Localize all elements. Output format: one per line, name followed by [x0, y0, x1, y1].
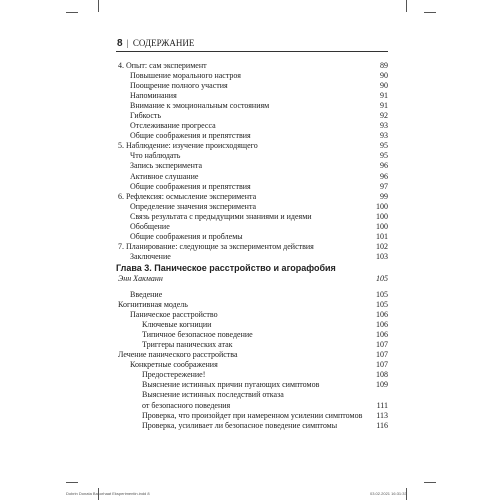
toc-entry-page: 106 — [376, 310, 388, 320]
toc-entry-page: 95 — [380, 141, 388, 151]
toc-entry — [116, 300, 388, 310]
toc-entry-title: Отслеживание прогресса — [130, 121, 216, 131]
toc-entry-title: Предостережение! — [142, 370, 206, 380]
toc-entry — [116, 121, 388, 131]
toc-entry — [116, 421, 388, 431]
crop-mark — [424, 12, 436, 13]
toc-entry-page: 102 — [376, 241, 388, 251]
toc-entry — [116, 380, 388, 390]
toc-entry-page: 107 — [376, 360, 388, 370]
toc-entry-title: Связь результата с предыдущими знаниями и идеями — [130, 211, 312, 221]
toc-entry-page: 100 — [376, 221, 388, 231]
toc-entry-title: Заключение — [130, 251, 171, 261]
crop-mark — [66, 482, 78, 483]
toc-entry-title: Внимание к эмоциональным состояниям — [130, 101, 270, 111]
toc-entry-page: 90 — [380, 81, 388, 91]
toc-entry-page: 101 — [376, 231, 388, 241]
toc-entry — [116, 401, 388, 411]
toc-entry — [116, 202, 388, 212]
toc-entry — [116, 242, 388, 252]
toc-entry-page: 99 — [380, 191, 388, 201]
toc-entry — [116, 360, 388, 370]
toc-entry-title: Введение — [130, 289, 163, 299]
toc-entry-page: 105 — [376, 289, 388, 299]
toc-entry-page: 109 — [376, 380, 388, 390]
toc-entry — [116, 111, 388, 121]
toc-entry — [116, 131, 388, 141]
crop-mark — [98, 0, 99, 12]
toc-entry-page: 111 — [376, 400, 388, 410]
toc-entry-title: 6. Рефлексия: осмысление эксперимента — [118, 191, 257, 201]
toc-entry — [116, 232, 388, 242]
toc-entry — [116, 172, 388, 182]
toc-entry-page: 91 — [380, 91, 388, 101]
toc-entry — [116, 390, 388, 400]
toc-entry — [116, 61, 388, 71]
toc-entry-page: 108 — [376, 370, 388, 380]
toc-entry-page: 92 — [380, 111, 388, 121]
toc-entry-page: 105 — [376, 300, 388, 310]
toc-entry-title: Проверка, что произойдет при намеренном усилении симптомов — [142, 410, 363, 420]
toc-entry — [116, 141, 388, 151]
toc-entry-page: 105 — [376, 273, 388, 283]
toc-entry-title: Активное слушание — [130, 171, 199, 181]
toc-entry-title: Общие соображения и проблемы — [130, 231, 243, 241]
toc-entry-page: 107 — [376, 340, 388, 350]
crop-mark — [424, 482, 436, 483]
toc-entry-title: Что наблюдать — [130, 151, 181, 161]
toc-entry-title: Выяснение истинных последствий отказа — [142, 390, 284, 400]
toc-entry-title: Типичное безопасное поведение — [142, 330, 253, 340]
toc-entry-page: 96 — [380, 171, 388, 181]
toc-entry-page: 93 — [380, 131, 388, 141]
toc-entry — [116, 340, 388, 350]
toc-entry — [116, 411, 388, 421]
toc-entry — [116, 310, 388, 320]
toc-entry-title: Лечение панического расстройства — [118, 350, 238, 360]
print-slug-left: Dobrin Donata Bakorhaat Eksperimentin.indd 8 — [66, 491, 150, 496]
toc-entry — [116, 252, 388, 262]
toc-entry-title: Определение значения эксперимента — [130, 201, 257, 211]
toc-entry — [116, 370, 388, 380]
toc-entry-title: Гибкость — [130, 111, 162, 121]
toc-entry-page: 93 — [380, 121, 388, 131]
toc-entry-title: 4. Опыт: сам эксперимент — [118, 61, 207, 70]
toc-entry-page: 100 — [376, 211, 388, 221]
toc-entry-title: от безопасного поведения — [142, 400, 231, 410]
toc-entry-page: 106 — [376, 320, 388, 330]
toc-entry-title: Общие соображения и препятствия — [130, 131, 251, 141]
toc-entry-title: Обобщение — [130, 221, 170, 231]
toc-entry — [116, 161, 388, 171]
crop-mark — [406, 0, 407, 12]
toc-entry — [116, 212, 388, 222]
toc-entry-page: 106 — [376, 330, 388, 340]
toc-entry — [116, 192, 388, 202]
crop-mark — [66, 12, 78, 13]
section-title: СОДЕРЖАНИЕ — [132, 38, 195, 48]
table-of-contents — [116, 61, 388, 431]
toc-entry-title: Конкретные соображения — [130, 360, 218, 370]
toc-entry — [116, 350, 388, 360]
toc-entry-title: Ключевые когниции — [142, 320, 212, 330]
header-rule — [116, 51, 388, 52]
print-slug-right: 03.02.2021 16:31:33 — [370, 491, 407, 496]
toc-entry — [116, 81, 388, 91]
toc-entry-page: 91 — [380, 101, 388, 111]
toc-entry-title: Проверка, усиливает ли безопасное поведение симптомы — [142, 420, 338, 430]
toc-entry-page: 90 — [380, 71, 388, 81]
toc-entry-title: Глава 3. Паническое расстройство и агорафобия — [116, 262, 336, 273]
toc-entry-page: 89 — [380, 61, 388, 70]
toc-entry-title: Общие соображения и препятствия — [130, 181, 251, 191]
page-number: 8 — [117, 38, 123, 49]
toc-entry — [116, 330, 388, 340]
chapter-heading — [116, 262, 388, 274]
running-header — [117, 38, 194, 49]
header-separator: | — [126, 38, 129, 48]
toc-entry-page: 107 — [376, 350, 388, 360]
toc-entry-page: 97 — [380, 181, 388, 191]
toc-entry-title: Паническое расстройство — [130, 310, 218, 320]
toc-entry-title: 7. Планирование: следующие за экспериментом действия — [118, 241, 314, 251]
toc-entry-page: 116 — [376, 420, 388, 430]
toc-entry-title: Когнитивная модель — [118, 300, 188, 310]
toc-entry-page: 95 — [380, 151, 388, 161]
toc-entry-title: Повышение морального настроя — [130, 71, 241, 81]
toc-entry — [116, 274, 388, 284]
toc-entry-page: 100 — [376, 201, 388, 211]
toc-entry-page: 103 — [376, 251, 388, 261]
toc-entry-page: 113 — [376, 410, 388, 420]
toc-entry — [116, 151, 388, 161]
toc-entry-title: Поощрение полного участия — [130, 81, 228, 91]
toc-entry — [116, 71, 388, 81]
toc-entry-title: Напоминания — [130, 91, 177, 101]
toc-entry — [116, 91, 388, 101]
toc-entry-title: 5. Наблюдение: изучение происходящего — [118, 141, 258, 151]
toc-entry-title: Триггеры панических атак — [142, 340, 233, 350]
toc-entry — [116, 320, 388, 330]
toc-entry — [116, 290, 388, 300]
toc-entry-title: Выяснение истинных причин пугающих симптомов — [142, 380, 320, 390]
toc-entry — [116, 222, 388, 232]
toc-entry-page: 96 — [380, 161, 388, 171]
toc-entry — [116, 101, 388, 111]
toc-entry — [116, 182, 388, 192]
toc-entry-title: Энн Хакманн — [118, 273, 163, 283]
toc-entry-title: Запись эксперимента — [130, 161, 203, 171]
